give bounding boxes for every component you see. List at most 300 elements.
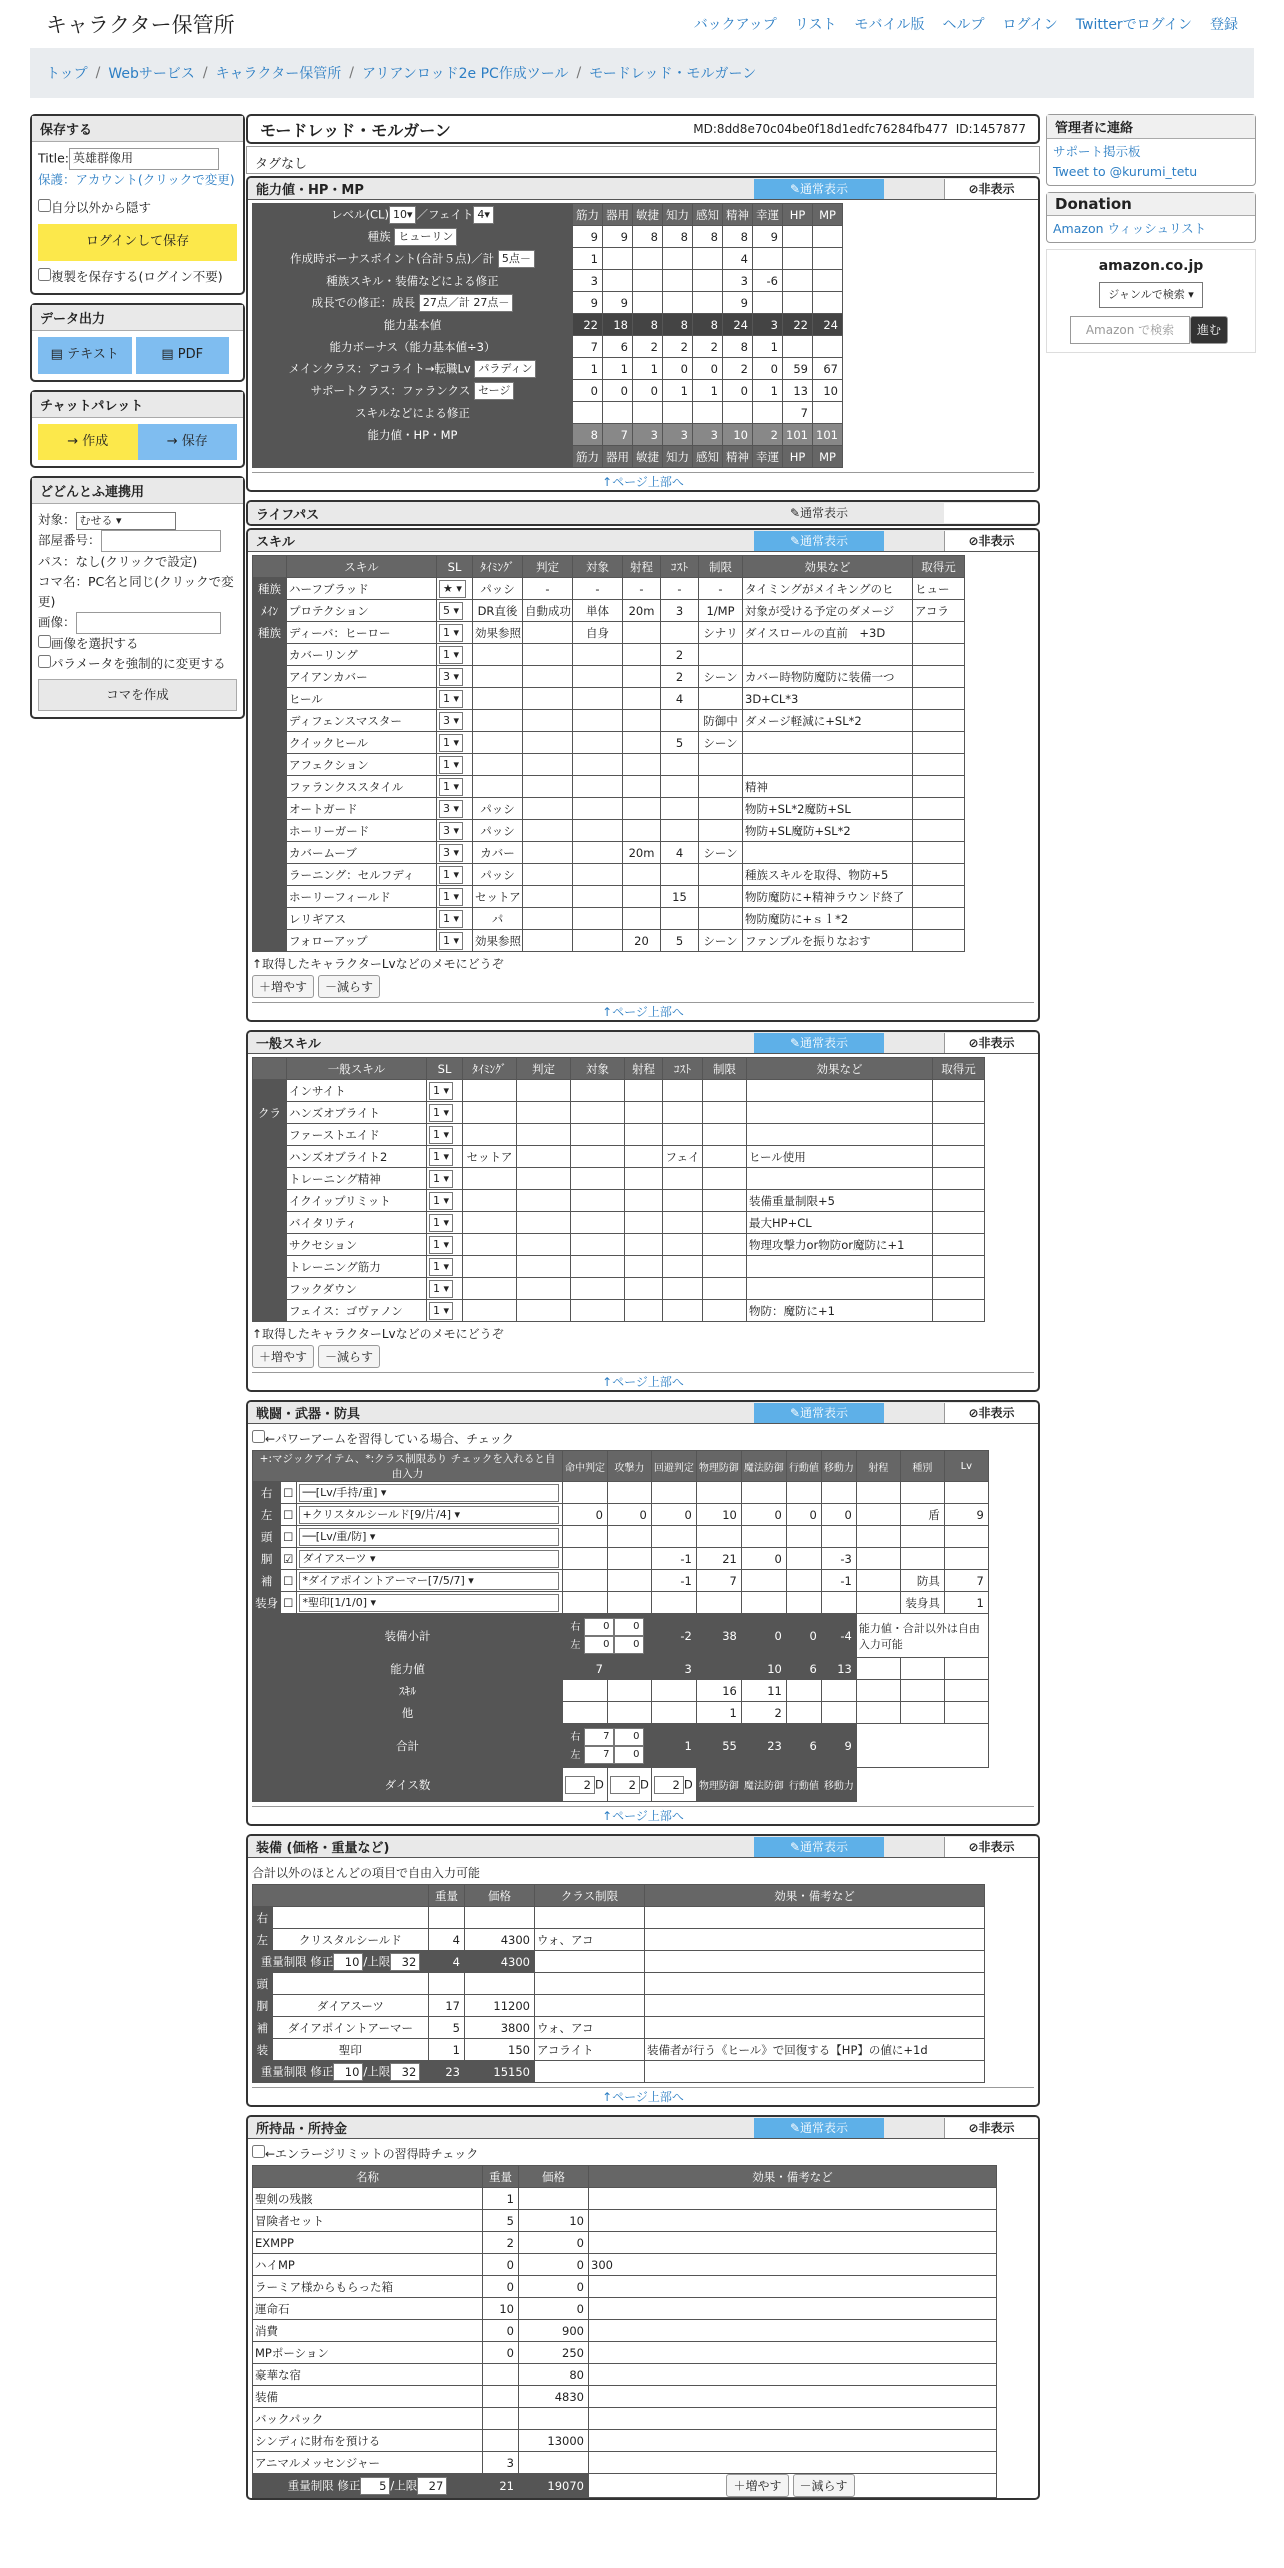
ability-value-cell[interactable] [603, 402, 633, 424]
item-cell[interactable] [483, 2254, 519, 2276]
skill-cell[interactable] [663, 1212, 703, 1234]
battle-value-cell[interactable] [856, 1548, 900, 1570]
ability-value-cell[interactable] [633, 424, 663, 446]
sl-select[interactable]: 1 ▾ [439, 888, 463, 906]
dup-save-checkbox[interactable] [38, 268, 51, 281]
item-cell[interactable] [589, 2430, 997, 2452]
ability-value-cell[interactable] [813, 424, 843, 446]
ability-normal-toggle[interactable]: ✎通常表示 [754, 179, 884, 199]
battle-row-value[interactable] [786, 1658, 821, 1680]
skill-cell[interactable] [463, 1300, 517, 1322]
skill-cell[interactable] [517, 1300, 571, 1322]
skill-cell[interactable] [703, 1256, 747, 1278]
skill-cell[interactable] [743, 732, 913, 754]
skill-cell[interactable] [287, 644, 437, 666]
skill-cell[interactable] [463, 1102, 517, 1124]
login-save-button[interactable]: ログインして保存 [38, 224, 237, 261]
summary-left-1[interactable]: 0 [614, 1636, 644, 1654]
ability-value-cell[interactable] [633, 292, 663, 314]
battle-value-cell[interactable] [821, 1526, 856, 1548]
item-cell[interactable] [483, 2408, 519, 2430]
equip-cell[interactable] [465, 1995, 535, 2017]
item-cell[interactable] [589, 2254, 997, 2276]
skill-cell[interactable] [573, 732, 623, 754]
skill-cell[interactable] [703, 1212, 747, 1234]
skill-cell[interactable] [663, 1300, 703, 1322]
battle-value-cell[interactable] [651, 1592, 696, 1614]
item-cell[interactable] [253, 2188, 483, 2210]
skill-cell[interactable] [623, 798, 661, 820]
dice-value[interactable]: 2 [565, 1776, 595, 1794]
ability-value-cell[interactable] [603, 292, 633, 314]
skill-cell[interactable] [573, 886, 623, 908]
item-cell[interactable] [253, 2408, 483, 2430]
skill-cell[interactable] [913, 930, 965, 952]
battle-value-cell[interactable] [696, 1526, 741, 1548]
skill-cell[interactable] [623, 578, 661, 600]
battle-value-cell[interactable] [741, 1482, 786, 1504]
ability-value-cell[interactable] [693, 270, 723, 292]
skill-cell[interactable] [743, 886, 913, 908]
skill-cell[interactable] [473, 798, 523, 820]
equip-cell[interactable] [429, 2017, 465, 2039]
skill-cell[interactable] [523, 820, 573, 842]
skill-cell[interactable] [623, 886, 661, 908]
equip-cell[interactable] [465, 2017, 535, 2039]
nav-link[interactable]: ヘルプ [942, 17, 985, 33]
sl-select[interactable]: 1 ▾ [439, 690, 463, 708]
battle-value-cell[interactable] [900, 1548, 944, 1570]
battle-value-cell[interactable] [786, 1570, 821, 1592]
item-cell[interactable] [483, 2298, 519, 2320]
ability-value-cell[interactable] [573, 402, 603, 424]
skill-cell[interactable] [287, 732, 437, 754]
skill-cell[interactable] [573, 578, 623, 600]
skill-cell[interactable] [427, 1234, 463, 1256]
skill-cell[interactable] [573, 688, 623, 710]
ability-value-cell[interactable] [723, 292, 753, 314]
skill-cell[interactable] [699, 666, 743, 688]
piece-name-setting[interactable]: コマ名：PC名と同じ(クリックで変更) [38, 574, 234, 610]
breadcrumb-item[interactable]: アリアンロッド2e PC作成ツール [362, 66, 569, 82]
create-piece-button[interactable]: コマを作成 [38, 679, 237, 711]
ability-value-cell[interactable] [663, 248, 693, 270]
equip-item-select[interactable]: *聖印[1/1/0] ▾ [299, 1594, 559, 1612]
dice-value[interactable]: 2 [654, 1776, 684, 1794]
equip-cell[interactable] [535, 1995, 645, 2017]
item-cell[interactable] [483, 2320, 519, 2342]
ability-value-cell[interactable] [663, 336, 693, 358]
equip-checkbox-cell[interactable]: ☐ [281, 1526, 296, 1548]
ability-value-cell[interactable] [573, 380, 603, 402]
skill-cell[interactable] [473, 666, 523, 688]
general-decrease-button[interactable]: －減らす [318, 1345, 380, 1368]
skill-cell[interactable] [437, 622, 473, 644]
items-decrease-button[interactable]: －減らす [793, 2474, 855, 2497]
skill-cell[interactable] [473, 930, 523, 952]
skill-cell[interactable] [747, 1234, 933, 1256]
items-hide-toggle[interactable]: ⊘非表示 [944, 2118, 1038, 2138]
skill-cell[interactable] [743, 622, 913, 644]
ability-value-cell[interactable] [783, 248, 813, 270]
battle-value-cell[interactable] [651, 1482, 696, 1504]
skill-cell[interactable] [523, 710, 573, 732]
skill-hide-toggle[interactable]: ⊘非表示 [944, 531, 1038, 551]
battle-value-cell[interactable] [944, 1526, 988, 1548]
skill-cell[interactable] [933, 1190, 985, 1212]
skill-cell[interactable] [287, 688, 437, 710]
battle-row-value[interactable] [786, 1680, 821, 1702]
ability-value-cell[interactable] [663, 270, 693, 292]
battle-row-value[interactable] [696, 1658, 741, 1680]
sl-select[interactable]: 1 ▾ [439, 866, 463, 884]
skill-cell[interactable] [699, 908, 743, 930]
skill-cell[interactable] [287, 1146, 427, 1168]
ability-row-control[interactable]: セージ [474, 382, 514, 400]
skill-cell[interactable] [933, 1234, 985, 1256]
ability-value-cell[interactable] [663, 292, 693, 314]
item-cell[interactable] [589, 2232, 997, 2254]
ability-value-cell[interactable] [753, 248, 783, 270]
skill-cell[interactable] [463, 1168, 517, 1190]
power-arm-checkbox[interactable] [252, 1430, 265, 1443]
skill-cell[interactable] [933, 1278, 985, 1300]
skill-normal-toggle[interactable]: ✎通常表示 [754, 531, 884, 551]
to-top-link[interactable]: ↑ページ上部へ [252, 2087, 1034, 2105]
item-cell[interactable] [483, 2188, 519, 2210]
skill-cell[interactable] [427, 1190, 463, 1212]
skill-cell[interactable] [573, 930, 623, 952]
item-cell[interactable] [589, 2408, 997, 2430]
skill-cell[interactable] [699, 886, 743, 908]
skill-cell[interactable] [661, 820, 699, 842]
skill-cell[interactable] [523, 798, 573, 820]
ability-value-cell[interactable] [633, 336, 663, 358]
battle-value-cell[interactable] [608, 1504, 652, 1526]
skill-cell[interactable] [625, 1124, 663, 1146]
battle-value-cell[interactable] [563, 1526, 608, 1548]
skill-cell[interactable] [913, 666, 965, 688]
ability-value-cell[interactable] [783, 402, 813, 424]
equip-cell[interactable] [645, 1973, 985, 1995]
equip-checkbox-cell[interactable]: ☐ [281, 1570, 296, 1592]
skill-cell[interactable] [573, 842, 623, 864]
palette-make-button[interactable]: → 作成 [38, 424, 138, 461]
equip-checkbox-cell[interactable]: ☐ [281, 1482, 296, 1504]
skill-cell[interactable] [287, 600, 437, 622]
nav-link[interactable]: モバイル版 [854, 17, 925, 33]
skill-cell[interactable] [437, 930, 473, 952]
skill-cell[interactable] [743, 930, 913, 952]
ability-value-cell[interactable] [723, 314, 753, 336]
skill-cell[interactable] [571, 1146, 625, 1168]
items-limit-mod[interactable]: 5 [360, 2477, 390, 2495]
skill-cell[interactable] [913, 754, 965, 776]
item-cell[interactable] [519, 2386, 589, 2408]
skill-cell[interactable] [463, 1080, 517, 1102]
battle-value-cell[interactable] [563, 1482, 608, 1504]
skill-cell[interactable] [663, 1080, 703, 1102]
equip-cell[interactable] [535, 1973, 645, 1995]
skill-cell[interactable] [913, 710, 965, 732]
skill-cell[interactable] [743, 754, 913, 776]
amazon-go-button[interactable]: 進む [1190, 316, 1228, 344]
skill-cell[interactable] [437, 908, 473, 930]
pass-setting[interactable]: パス：なし(クリックで設定) [38, 554, 198, 570]
skill-cell[interactable] [287, 578, 437, 600]
battle-row-value[interactable] [651, 1680, 696, 1702]
to-top-link[interactable]: ↑ページ上部へ [252, 1806, 1034, 1824]
dice-cell[interactable]: 2 D [563, 1768, 608, 1802]
equip-cell[interactable] [429, 1929, 465, 1951]
ability-value-cell[interactable] [813, 336, 843, 358]
general-hide-toggle[interactable]: ⊘非表示 [944, 1033, 1038, 1053]
sl-select[interactable]: 1 ▾ [439, 646, 463, 664]
equip-cell[interactable] [645, 2039, 985, 2061]
skill-cell[interactable] [473, 754, 523, 776]
sl-select[interactable]: 1 ▾ [429, 1126, 453, 1144]
battle-value-cell[interactable] [944, 1570, 988, 1592]
ability-value-cell[interactable] [573, 292, 603, 314]
battle-value-cell[interactable] [821, 1482, 856, 1504]
skill-cell[interactable] [517, 1124, 571, 1146]
sl-select[interactable]: 1 ▾ [439, 778, 463, 796]
skill-cell[interactable] [287, 710, 437, 732]
battle-row-value[interactable] [821, 1680, 856, 1702]
battle-value-cell[interactable] [741, 1526, 786, 1548]
skill-cell[interactable] [913, 644, 965, 666]
skill-cell[interactable] [427, 1168, 463, 1190]
nav-link[interactable]: Twitterでログイン [1075, 17, 1192, 33]
skill-cell[interactable] [747, 1300, 933, 1322]
item-cell[interactable] [253, 2342, 483, 2364]
skill-cell[interactable] [625, 1234, 663, 1256]
skill-cell[interactable] [287, 754, 437, 776]
ability-value-cell[interactable] [693, 292, 723, 314]
item-cell[interactable] [483, 2210, 519, 2232]
nav-link[interactable]: 登録 [1210, 17, 1238, 33]
item-cell[interactable] [253, 2254, 483, 2276]
sl-select[interactable]: 1 ▾ [429, 1192, 453, 1210]
ability-value-cell[interactable] [813, 402, 843, 424]
battle-value-cell[interactable] [856, 1482, 900, 1504]
skill-cell[interactable] [913, 732, 965, 754]
ability-row-control[interactable]: 27点／計 27点－ [419, 294, 514, 312]
equip-cell[interactable] [535, 1929, 645, 1951]
skill-cell[interactable] [523, 644, 573, 666]
skill-cell[interactable] [933, 1212, 985, 1234]
skill-cell[interactable] [517, 1278, 571, 1300]
skill-cell[interactable] [463, 1146, 517, 1168]
battle-row-value[interactable] [741, 1658, 786, 1680]
battle-row-value[interactable] [563, 1658, 608, 1680]
item-cell[interactable] [519, 2364, 589, 2386]
skill-cell[interactable] [523, 930, 573, 952]
sl-select[interactable]: 1 ▾ [439, 756, 463, 774]
target-select[interactable]: むせる ▾ [76, 512, 176, 530]
ability-value-cell[interactable] [783, 424, 813, 446]
equip-cell[interactable] [645, 2017, 985, 2039]
battle-value-cell[interactable] [696, 1504, 741, 1526]
skill-cell[interactable] [623, 732, 661, 754]
skill-cell[interactable] [625, 1300, 663, 1322]
skill-cell[interactable] [747, 1124, 933, 1146]
skill-cell[interactable] [571, 1190, 625, 1212]
skill-cell[interactable] [437, 578, 473, 600]
ability-value-cell[interactable] [573, 358, 603, 380]
skill-cell[interactable] [743, 600, 913, 622]
skill-cell[interactable] [933, 1146, 985, 1168]
skill-cell[interactable] [473, 842, 523, 864]
skill-cell[interactable] [517, 1168, 571, 1190]
skill-cell[interactable] [743, 864, 913, 886]
equip-cell[interactable] [429, 1973, 465, 1995]
skill-cell[interactable] [623, 754, 661, 776]
battle-row-value[interactable] [786, 1702, 821, 1724]
hide-checkbox[interactable] [38, 199, 51, 212]
skill-cell[interactable] [523, 622, 573, 644]
skill-cell[interactable] [913, 798, 965, 820]
ability-value-cell[interactable] [723, 424, 753, 446]
battle-row-value[interactable] [821, 1702, 856, 1724]
skill-cell[interactable] [913, 842, 965, 864]
skill-cell[interactable] [427, 1102, 463, 1124]
skill-cell[interactable] [625, 1190, 663, 1212]
battle-value-cell[interactable] [944, 1504, 988, 1526]
ability-value-cell[interactable] [693, 314, 723, 336]
sl-select[interactable]: 1 ▾ [429, 1104, 453, 1122]
skill-cell[interactable] [571, 1168, 625, 1190]
ability-value-cell[interactable] [753, 292, 783, 314]
battle-value-cell[interactable] [608, 1548, 652, 1570]
skill-cell[interactable] [573, 754, 623, 776]
skill-cell[interactable] [663, 1278, 703, 1300]
skill-cell[interactable] [517, 1190, 571, 1212]
skill-cell[interactable] [523, 842, 573, 864]
skill-cell[interactable] [427, 1212, 463, 1234]
skill-cell[interactable] [703, 1168, 747, 1190]
skill-cell[interactable] [699, 732, 743, 754]
skill-cell[interactable] [427, 1300, 463, 1322]
to-top-link[interactable]: ↑ページ上部へ [252, 1002, 1034, 1020]
skill-cell[interactable] [473, 600, 523, 622]
skill-cell[interactable] [523, 908, 573, 930]
sl-select[interactable]: 1 ▾ [439, 624, 463, 642]
skill-cell[interactable] [287, 1278, 427, 1300]
ability-value-cell[interactable] [723, 402, 753, 424]
skill-cell[interactable] [747, 1168, 933, 1190]
battle-row-value[interactable] [608, 1658, 652, 1680]
ability-value-cell[interactable] [633, 314, 663, 336]
dice-cell[interactable]: 2 D [651, 1768, 696, 1802]
site-brand[interactable]: キャラクター保管所 [46, 13, 235, 37]
item-cell[interactable] [589, 2320, 997, 2342]
skill-cell[interactable] [287, 798, 437, 820]
equip-cell[interactable] [535, 2017, 645, 2039]
skill-cell[interactable] [699, 776, 743, 798]
skill-cell[interactable] [463, 1256, 517, 1278]
ability-value-cell[interactable] [783, 292, 813, 314]
ability-value-cell[interactable] [633, 270, 663, 292]
summary-left-0[interactable]: 7 [584, 1746, 614, 1764]
ability-value-cell[interactable] [693, 380, 723, 402]
skill-cell[interactable] [913, 908, 965, 930]
summary-right-0[interactable]: 7 [584, 1728, 614, 1746]
ability-value-cell[interactable] [783, 358, 813, 380]
item-cell[interactable] [253, 2320, 483, 2342]
skill-cell[interactable] [661, 908, 699, 930]
item-cell[interactable] [589, 2188, 997, 2210]
battle-value-cell[interactable] [856, 1504, 900, 1526]
item-cell[interactable] [253, 2452, 483, 2474]
skill-cell[interactable] [661, 666, 699, 688]
skill-cell[interactable] [573, 908, 623, 930]
skill-cell[interactable] [743, 820, 913, 842]
skill-cell[interactable] [427, 1124, 463, 1146]
skill-cell[interactable] [523, 776, 573, 798]
item-cell[interactable] [253, 2210, 483, 2232]
equip-cell[interactable] [272, 1929, 428, 1951]
items-increase-button[interactable]: ＋増やす [726, 2474, 788, 2497]
general-increase-button[interactable]: ＋増やす [252, 1345, 314, 1368]
item-cell[interactable] [589, 2452, 997, 2474]
sl-select[interactable]: 1 ▾ [429, 1302, 453, 1320]
skill-cell[interactable] [437, 842, 473, 864]
battle-value-cell[interactable] [563, 1570, 608, 1592]
skill-cell[interactable] [703, 1278, 747, 1300]
item-cell[interactable] [483, 2452, 519, 2474]
equip-checkbox-cell[interactable]: ☐ [281, 1592, 296, 1614]
item-cell[interactable] [483, 2430, 519, 2452]
skill-cell[interactable] [287, 1102, 427, 1124]
skill-decrease-button[interactable]: －減らす [318, 975, 380, 998]
equip-item-cell[interactable] [296, 1526, 562, 1548]
equip-cell[interactable] [429, 1907, 465, 1929]
ability-value-cell[interactable] [603, 380, 633, 402]
skill-cell[interactable] [473, 578, 523, 600]
skill-cell[interactable] [523, 754, 573, 776]
summary-right-1[interactable]: 0 [614, 1728, 644, 1746]
equip-cell[interactable] [465, 1907, 535, 1929]
skill-cell[interactable] [623, 908, 661, 930]
skill-cell[interactable] [287, 1124, 427, 1146]
battle-value-cell[interactable] [608, 1482, 652, 1504]
skill-cell[interactable] [743, 908, 913, 930]
sl-select[interactable]: 3 ▾ [439, 844, 463, 862]
skill-cell[interactable] [661, 864, 699, 886]
skill-cell[interactable] [287, 886, 437, 908]
ability-value-cell[interactable] [603, 270, 633, 292]
skill-cell[interactable] [427, 1146, 463, 1168]
equip-item-select[interactable]: ダイアスーツ ▾ [299, 1550, 559, 1568]
battle-value-cell[interactable] [696, 1482, 741, 1504]
item-cell[interactable] [253, 2232, 483, 2254]
battle-normal-toggle[interactable]: ✎通常表示 [754, 1403, 884, 1423]
skill-cell[interactable] [933, 1124, 985, 1146]
skill-cell[interactable] [623, 688, 661, 710]
battle-value-cell[interactable] [651, 1570, 696, 1592]
battle-value-cell[interactable] [944, 1548, 988, 1570]
skill-cell[interactable] [523, 864, 573, 886]
skill-cell[interactable] [517, 1234, 571, 1256]
ability-value-cell[interactable] [633, 380, 663, 402]
skill-cell[interactable] [427, 1278, 463, 1300]
item-cell[interactable] [519, 2188, 589, 2210]
battle-value-cell[interactable] [786, 1526, 821, 1548]
ability-value-cell[interactable] [753, 314, 783, 336]
skill-cell[interactable] [743, 578, 913, 600]
sl-select[interactable]: 3 ▾ [439, 668, 463, 686]
